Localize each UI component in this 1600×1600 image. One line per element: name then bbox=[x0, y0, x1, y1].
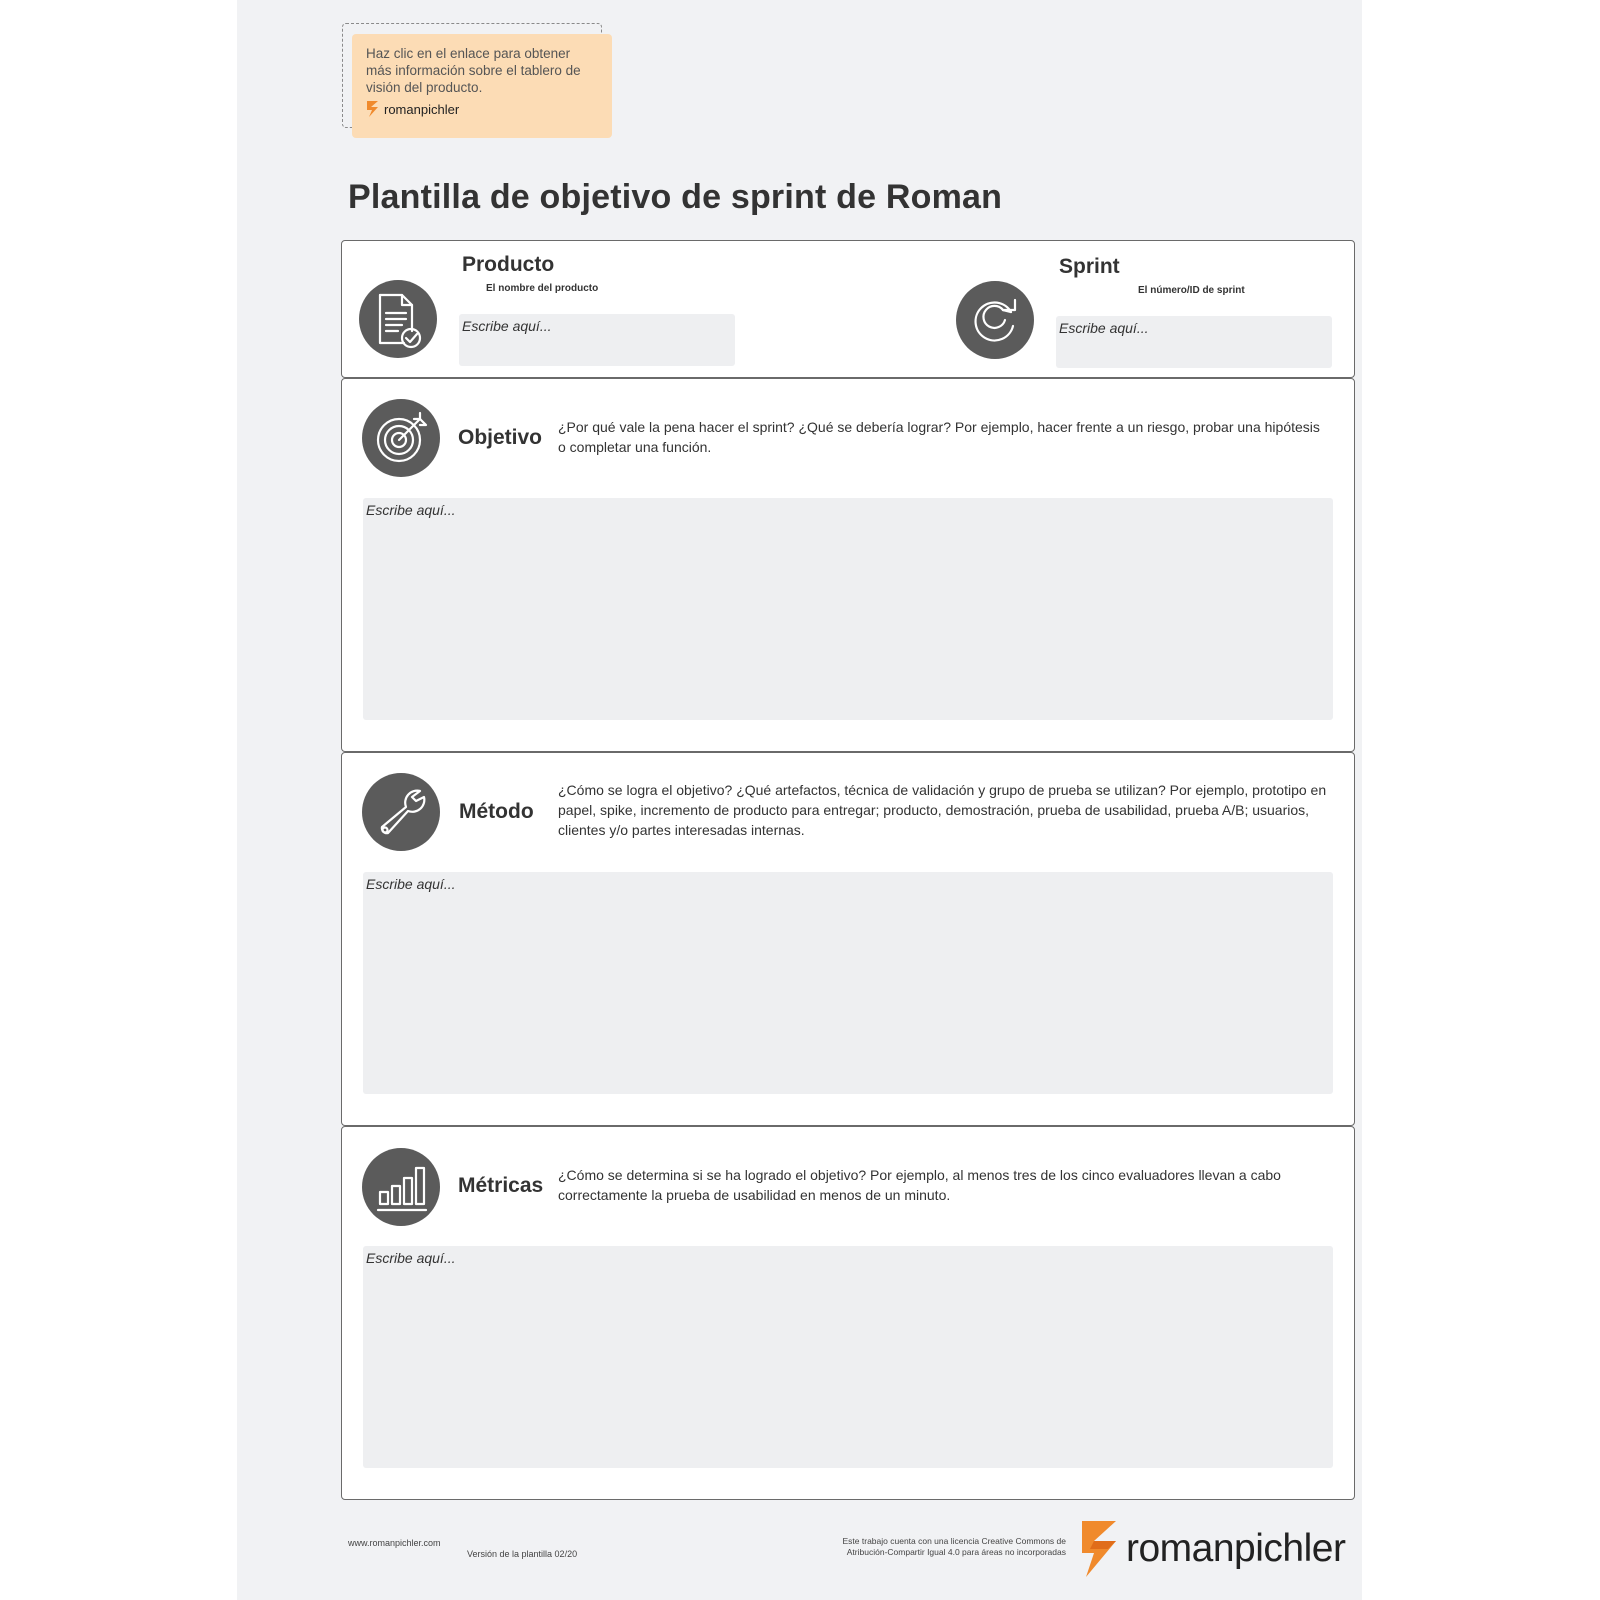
sprint-sublabel: El número/ID de sprint bbox=[1138, 285, 1245, 296]
header-box bbox=[341, 240, 1355, 378]
sprint-input[interactable]: Escribe aquí... bbox=[1056, 316, 1332, 368]
product-label: Producto bbox=[462, 253, 555, 276]
metricas-section bbox=[341, 1126, 1355, 1500]
refresh-icon bbox=[956, 281, 1034, 359]
note-brand-label: romanpichler bbox=[384, 101, 460, 117]
metodo-label: Método bbox=[459, 800, 534, 823]
objetivo-section bbox=[341, 378, 1355, 752]
footer-website[interactable]: www.romanpichler.com bbox=[348, 1538, 441, 1548]
document-check-icon bbox=[359, 280, 437, 358]
metodo-input[interactable]: Escribe aquí... bbox=[363, 872, 1333, 1094]
footer-brand bbox=[1080, 1519, 1345, 1579]
sprint-label: Sprint bbox=[1059, 255, 1120, 278]
metricas-description: ¿Cómo se determina si se ha logrado el objetivo? Por ejemplo, al menos tres de los cinco evaluadores llevan a cabo correctamente la prueba de usabilidad en menos de un minuto. bbox=[558, 1167, 1281, 1203]
product-sublabel: El nombre del producto bbox=[486, 283, 599, 294]
metodo-section bbox=[341, 752, 1355, 1126]
wrench-icon bbox=[362, 773, 440, 851]
romanpichler-logo-icon bbox=[366, 100, 380, 118]
page-title: Plantilla de objetivo de sprint de Roman bbox=[348, 178, 1003, 216]
objetivo-input[interactable]: Escribe aquí... bbox=[363, 498, 1333, 720]
romanpichler-logo-icon bbox=[1080, 1519, 1120, 1579]
footer-version: Versión de la plantilla 02/20 bbox=[467, 1549, 578, 1559]
bar-chart-icon bbox=[362, 1148, 440, 1226]
metricas-label: Métricas bbox=[458, 1174, 544, 1197]
info-note-text: Haz clic en el enlace para obtener más información sobre el tablero de visión del producto. bbox=[366, 46, 581, 95]
metodo-description: ¿Cómo se logra el objetivo? ¿Qué artefactos, técnica de validación y grupo de prueba se utilizan? Por ejemplo, prototipo en papel, spike, incremento de producto para entregar; producto, demostración, prueba de usabilidad, prueba A/B; usuarios, clientes y/o partes interesadas internas. bbox=[558, 782, 1327, 838]
product-input[interactable]: Escribe aquí... bbox=[459, 314, 735, 366]
objetivo-label: Objetivo bbox=[458, 426, 543, 449]
metricas-input[interactable]: Escribe aquí... bbox=[363, 1246, 1333, 1468]
target-icon bbox=[362, 399, 440, 477]
objetivo-description: ¿Por qué vale la pena hacer el sprint? ¿Qué se debería lograr? Por ejemplo, hacer frente a un riesgo, probar una hipótesis o completar una función. bbox=[558, 419, 1320, 455]
note-brand[interactable] bbox=[366, 100, 598, 118]
info-note[interactable] bbox=[352, 34, 612, 138]
footer-license: Este trabajo cuenta con una licencia Creative Commons de Atribución-Compartir Igual 4.0 para áreas no incorporadas bbox=[842, 1536, 1066, 1557]
footer-brand-label: romanpichler bbox=[1126, 1527, 1346, 1570]
